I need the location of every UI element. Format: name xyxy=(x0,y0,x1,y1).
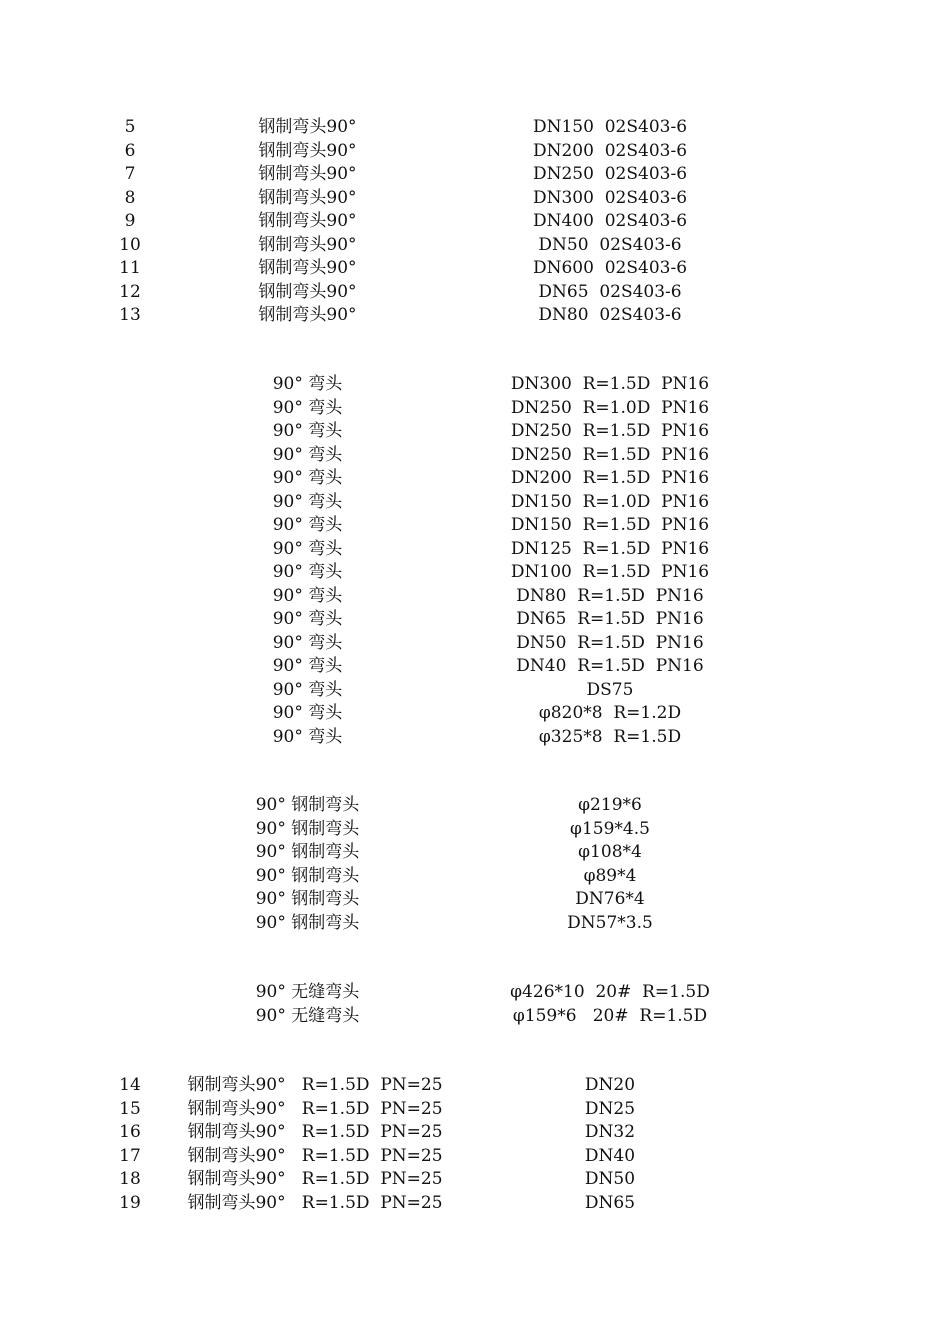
table-row xyxy=(0,1192,950,1216)
item-spec-cell: DN76*4 xyxy=(575,889,645,909)
item-spec-cell: DN65 02S403-6 xyxy=(538,281,682,302)
item-name-cell: 90° 无缝弯头 xyxy=(255,1005,360,1026)
row-number-cell: 12 xyxy=(119,281,141,302)
item-spec-cell: DN250 R=1.5D PN16 xyxy=(510,444,710,465)
item-name-cell: 90° 弯头 xyxy=(272,726,343,747)
item-spec-cell: DN300 02S403-6 xyxy=(532,187,688,208)
table-row xyxy=(0,1074,950,1098)
item-name-cell: 90° 弯头 xyxy=(272,703,343,723)
item-spec-cell: DN50 xyxy=(584,1169,636,1189)
item-spec-cell: DN125 R=1.5D PN16 xyxy=(510,538,710,559)
table-row xyxy=(0,116,950,140)
table-row xyxy=(0,397,950,421)
item-name-cell: 90° 钢制弯头 xyxy=(255,818,360,839)
item-spec-cell: φ108*4 xyxy=(578,842,642,862)
table-row xyxy=(0,726,950,750)
elbow-group-5 xyxy=(0,1074,950,1215)
row-number-cell: 7 xyxy=(124,164,136,184)
item-spec-cell: φ159*6 20# R=1.5D xyxy=(512,1005,708,1026)
item-name-cell: 90° 弯头 xyxy=(272,656,343,676)
item-spec-cell: DN80 02S403-6 xyxy=(538,305,682,325)
item-spec-cell: DN400 02S403-6 xyxy=(532,211,688,231)
item-spec-cell: DN50 02S403-6 xyxy=(538,234,682,255)
item-name-cell: 90° 弯头 xyxy=(272,397,343,418)
item-spec-cell: φ820*8 R=1.2D xyxy=(538,703,682,723)
table-row xyxy=(0,818,950,842)
item-name-cell: 90° 无缝弯头 xyxy=(255,982,360,1002)
item-name-cell: 90° 弯头 xyxy=(272,562,343,582)
table-row xyxy=(0,912,950,936)
table-row xyxy=(0,210,950,234)
table-row xyxy=(0,444,950,468)
item-name-cell: 钢制弯头90° R=1.5D PN=25 xyxy=(187,1192,443,1213)
item-spec-cell: φ325*8 R=1.5D xyxy=(538,726,682,747)
item-name-cell: 钢制弯头90° R=1.5D PN=25 xyxy=(187,1169,443,1189)
table-row xyxy=(0,304,950,328)
item-name-cell: 90° 弯头 xyxy=(272,515,343,535)
table-row xyxy=(0,140,950,164)
table-row xyxy=(0,608,950,632)
item-name-cell: 90° 弯头 xyxy=(272,585,343,606)
table-row xyxy=(0,187,950,211)
table-row xyxy=(0,163,950,187)
table-row xyxy=(0,234,950,258)
table-row xyxy=(0,841,950,865)
table-row xyxy=(0,281,950,305)
item-name-cell: 90° 弯头 xyxy=(272,374,343,394)
item-spec-cell: DN200 R=1.5D PN16 xyxy=(510,468,710,488)
item-spec-cell: DN20 xyxy=(584,1075,636,1095)
item-spec-cell: DN65 R=1.5D PN16 xyxy=(516,609,704,629)
item-spec-cell: DN50 R=1.5D PN16 xyxy=(516,632,704,653)
row-number-cell: 13 xyxy=(119,305,141,325)
table-row xyxy=(0,585,950,609)
item-spec-cell: DN300 R=1.5D PN16 xyxy=(510,374,710,394)
row-number-cell: 8 xyxy=(124,187,136,208)
row-number-cell: 5 xyxy=(124,117,136,137)
item-spec-cell: DS75 xyxy=(586,679,634,700)
item-name-cell: 钢制弯头90° xyxy=(258,187,357,208)
table-row xyxy=(0,1145,950,1169)
item-spec-cell: φ219*6 xyxy=(578,795,642,815)
item-name-cell: 钢制弯头90° xyxy=(258,211,357,231)
item-spec-cell: φ426*10 20# R=1.5D xyxy=(510,982,710,1002)
table-row xyxy=(0,561,950,585)
item-name-cell: 90° 钢制弯头 xyxy=(255,795,360,815)
row-number-cell: 6 xyxy=(124,140,136,161)
item-spec-cell: DN250 R=1.5D PN16 xyxy=(510,421,710,441)
item-name-cell: 90° 弯头 xyxy=(272,468,343,488)
row-number-cell: 18 xyxy=(119,1169,141,1189)
item-spec-cell: φ159*4.5 xyxy=(570,818,650,839)
item-spec-cell: DN80 R=1.5D PN16 xyxy=(516,585,704,606)
item-name-cell: 钢制弯头90° R=1.5D PN=25 xyxy=(187,1075,443,1095)
item-spec-cell: DN40 R=1.5D PN16 xyxy=(516,656,704,676)
item-name-cell: 钢制弯头90° xyxy=(258,258,357,278)
row-number-cell: 9 xyxy=(124,211,136,231)
elbow-group-1 xyxy=(0,116,950,328)
item-name-cell: 90° 弯头 xyxy=(272,632,343,653)
item-spec-cell: φ89*4 xyxy=(583,865,637,886)
row-number-cell: 14 xyxy=(119,1075,141,1095)
item-name-cell: 90° 弯头 xyxy=(272,444,343,465)
row-number-cell: 11 xyxy=(119,258,141,278)
item-name-cell: 90° 钢制弯头 xyxy=(255,912,360,933)
table-row xyxy=(0,632,950,656)
item-name-cell: 钢制弯头90° xyxy=(258,281,357,302)
table-row xyxy=(0,1168,950,1192)
item-spec-cell: DN250 R=1.0D PN16 xyxy=(510,397,710,418)
item-name-cell: 钢制弯头90° R=1.5D PN=25 xyxy=(187,1098,443,1119)
table-row xyxy=(0,467,950,491)
item-name-cell: 90° 弯头 xyxy=(272,679,343,700)
table-row xyxy=(0,538,950,562)
table-row xyxy=(0,794,950,818)
item-spec-cell: DN150 R=1.0D PN16 xyxy=(510,491,710,512)
table-row xyxy=(0,1121,950,1145)
table-row xyxy=(0,420,950,444)
table-row xyxy=(0,679,950,703)
item-name-cell: 90° 弯头 xyxy=(272,421,343,441)
item-name-cell: 90° 弯头 xyxy=(272,538,343,559)
item-name-cell: 钢制弯头90° xyxy=(258,117,357,137)
elbow-group-2 xyxy=(0,373,950,749)
row-number-cell: 19 xyxy=(119,1192,141,1213)
item-name-cell: 钢制弯头90° R=1.5D PN=25 xyxy=(187,1122,443,1142)
table-row xyxy=(0,257,950,281)
item-spec-cell: DN57*3.5 xyxy=(567,912,653,933)
row-number-cell: 10 xyxy=(119,234,141,255)
item-name-cell: 钢制弯头90° xyxy=(258,305,357,325)
table-row xyxy=(0,888,950,912)
item-spec-cell: DN32 xyxy=(584,1122,636,1142)
table-row xyxy=(0,865,950,889)
table-row xyxy=(0,1005,950,1029)
elbow-group-3 xyxy=(0,794,950,935)
item-name-cell: 钢制弯头90° xyxy=(258,234,357,255)
item-name-cell: 钢制弯头90° xyxy=(258,164,357,184)
table-row xyxy=(0,981,950,1005)
table-row xyxy=(0,373,950,397)
item-spec-cell: DN25 xyxy=(584,1098,636,1119)
item-name-cell: 钢制弯头90° R=1.5D PN=25 xyxy=(187,1145,443,1166)
item-spec-cell: DN600 02S403-6 xyxy=(532,258,688,278)
item-name-cell: 90° 钢制弯头 xyxy=(255,865,360,886)
item-spec-cell: DN150 R=1.5D PN16 xyxy=(510,515,710,535)
item-spec-cell: DN65 xyxy=(584,1192,636,1213)
item-spec-cell: DN150 02S403-6 xyxy=(532,117,688,137)
item-name-cell: 90° 弯头 xyxy=(272,609,343,629)
table-row xyxy=(0,1098,950,1122)
item-spec-cell: DN250 02S403-6 xyxy=(532,164,688,184)
item-spec-cell: DN200 02S403-6 xyxy=(532,140,688,161)
elbow-group-4 xyxy=(0,981,950,1028)
item-name-cell: 90° 钢制弯头 xyxy=(255,842,360,862)
table-row xyxy=(0,491,950,515)
row-number-cell: 17 xyxy=(119,1145,141,1166)
row-number-cell: 15 xyxy=(119,1098,141,1119)
table-row xyxy=(0,655,950,679)
row-number-cell: 16 xyxy=(119,1122,141,1142)
item-name-cell: 90° 钢制弯头 xyxy=(255,889,360,909)
item-name-cell: 钢制弯头90° xyxy=(258,140,357,161)
table-row xyxy=(0,702,950,726)
table-row xyxy=(0,514,950,538)
item-spec-cell: DN40 xyxy=(584,1145,636,1166)
item-spec-cell: DN100 R=1.5D PN16 xyxy=(510,562,710,582)
item-name-cell: 90° 弯头 xyxy=(272,491,343,512)
